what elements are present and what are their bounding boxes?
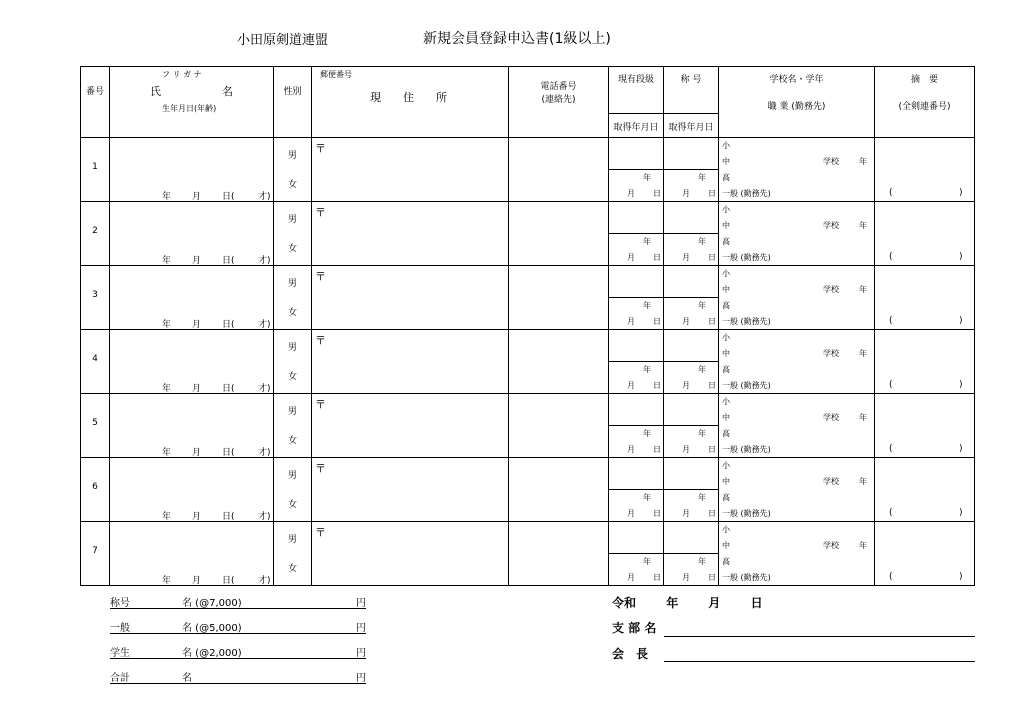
rank-cell[interactable] — [609, 330, 664, 362]
title-cell[interactable] — [664, 522, 719, 554]
fee-row[interactable] — [110, 619, 366, 634]
sex-cell[interactable]: 男 女 — [274, 330, 312, 394]
fee-label: 称号 — [110, 598, 130, 609]
name-cell[interactable]: 年 月 日( 才) — [110, 522, 274, 586]
fee-desc: 名 — [182, 673, 192, 684]
school-cell[interactable]: 小 中 高 一般 (勤務先) 学校 年 — [719, 394, 875, 458]
phone-cell[interactable] — [509, 202, 609, 266]
row-number: 4 — [81, 330, 110, 394]
header-summary: 摘 要 (全剣連番号) — [875, 67, 975, 138]
address-cell[interactable]: 〒 — [312, 458, 509, 522]
fee-desc: 名 (@5,000) — [182, 623, 242, 634]
header-address: 郵便番号 現 住 所 — [312, 67, 509, 138]
address-cell[interactable]: 〒 — [312, 394, 509, 458]
name-cell[interactable]: 年 月 日( 才) — [110, 330, 274, 394]
fee-unit: 円 — [356, 623, 366, 634]
row-number: 6 — [81, 458, 110, 522]
rank-cell[interactable] — [609, 458, 664, 490]
school-cell[interactable]: 小 中 高 一般 (勤務先) 学校 年 — [719, 522, 875, 586]
fee-row[interactable] — [110, 594, 366, 609]
fee-unit: 円 — [356, 598, 366, 609]
chief-label: 会 長 — [612, 647, 649, 661]
title-date-cell[interactable]: 年 月 日 — [664, 490, 719, 522]
summary-cell[interactable]: ( ) — [875, 202, 975, 266]
school-cell[interactable]: 小 中 高 一般 (勤務先) 学校 年 — [719, 266, 875, 330]
fee-unit: 円 — [356, 648, 366, 659]
rank-cell[interactable] — [609, 394, 664, 426]
rank-date-cell[interactable]: 年 月 日 — [609, 362, 664, 394]
address-cell[interactable]: 〒 — [312, 522, 509, 586]
row-number: 1 — [81, 138, 110, 202]
title-cell[interactable] — [664, 394, 719, 426]
rank-cell[interactable] — [609, 266, 664, 298]
title-date-cell[interactable]: 年 月 日 — [664, 234, 719, 266]
fee-label: 学生 — [110, 648, 130, 659]
row-number: 5 — [81, 394, 110, 458]
title-cell[interactable] — [664, 330, 719, 362]
rank-date-cell[interactable]: 年 月 日 — [609, 298, 664, 330]
fee-desc: 名 (@7,000) — [182, 598, 242, 609]
title-cell[interactable] — [664, 138, 719, 170]
phone-cell[interactable] — [509, 458, 609, 522]
header-rank: 現有段級 — [609, 67, 664, 114]
header-phone: 電話番号 (連絡先) — [509, 67, 609, 138]
name-cell[interactable]: 年 月 日( 才) — [110, 394, 274, 458]
title-date-cell[interactable]: 年 月 日 — [664, 554, 719, 586]
school-cell[interactable]: 小 中 高 一般 (勤務先) 学校 年 — [719, 330, 875, 394]
school-cell[interactable]: 小 中 高 一般 (勤務先) 学校 年 — [719, 202, 875, 266]
header-school: 学校名・学年 職 業 (勤務先) — [719, 67, 875, 138]
header-title: 称 号 — [664, 67, 719, 114]
sex-cell[interactable]: 男 女 — [274, 522, 312, 586]
rank-cell[interactable] — [609, 522, 664, 554]
row-number: 7 — [81, 522, 110, 586]
title-date-cell[interactable]: 年 月 日 — [664, 426, 719, 458]
header-name: フ リ ガ ナ 氏 名 生年月日(年齢) — [110, 67, 274, 138]
title-date-cell[interactable]: 年 月 日 — [664, 170, 719, 202]
summary-cell[interactable]: ( ) — [875, 394, 975, 458]
address-cell[interactable]: 〒 — [312, 202, 509, 266]
address-cell[interactable]: 〒 — [312, 330, 509, 394]
title-cell[interactable] — [664, 202, 719, 234]
phone-cell[interactable] — [509, 394, 609, 458]
row-number: 2 — [81, 202, 110, 266]
rank-date-cell[interactable]: 年 月 日 — [609, 554, 664, 586]
name-cell[interactable]: 年 月 日( 才) — [110, 202, 274, 266]
name-cell[interactable]: 年 月 日( 才) — [110, 266, 274, 330]
summary-cell[interactable]: ( ) — [875, 330, 975, 394]
title-date-cell[interactable]: 年 月 日 — [664, 298, 719, 330]
title-cell[interactable] — [664, 458, 719, 490]
rank-date-cell[interactable]: 年 月 日 — [609, 490, 664, 522]
title-cell[interactable] — [664, 266, 719, 298]
sex-cell[interactable]: 男 女 — [274, 202, 312, 266]
fee-row[interactable] — [110, 644, 366, 659]
phone-cell[interactable] — [509, 138, 609, 202]
rank-date-cell[interactable]: 年 月 日 — [609, 234, 664, 266]
sex-cell[interactable]: 男 女 — [274, 394, 312, 458]
header-number: 番号 — [81, 67, 110, 138]
school-cell[interactable]: 小 中 高 一般 (勤務先) 学校 年 — [719, 458, 875, 522]
chief-field[interactable] — [664, 661, 975, 662]
phone-cell[interactable] — [509, 266, 609, 330]
header-title-date: 取得年月日 — [664, 114, 719, 138]
rank-date-cell[interactable]: 年 月 日 — [609, 170, 664, 202]
fee-row[interactable] — [110, 669, 366, 684]
rank-cell[interactable] — [609, 138, 664, 170]
sex-cell[interactable]: 男 女 — [274, 266, 312, 330]
title-date-cell[interactable]: 年 月 日 — [664, 362, 719, 394]
phone-cell[interactable] — [509, 522, 609, 586]
branch-field[interactable] — [664, 636, 975, 637]
form-title: 新規会員登録申込書(1級以上) — [423, 31, 611, 47]
phone-cell[interactable] — [509, 330, 609, 394]
fee-unit: 円 — [356, 673, 366, 684]
fee-label: 合計 — [110, 673, 130, 684]
date-line: 令和 年 月 日 — [612, 596, 763, 610]
summary-cell[interactable]: ( ) — [875, 458, 975, 522]
row-number: 3 — [81, 266, 110, 330]
address-cell[interactable]: 〒 — [312, 266, 509, 330]
sex-cell[interactable]: 男 女 — [274, 458, 312, 522]
name-cell[interactable]: 年 月 日( 才) — [110, 458, 274, 522]
header-rank-date: 取得年月日 — [609, 114, 664, 138]
school-cell[interactable]: 小 中 高 一般 (勤務先) 学校 年 — [719, 138, 875, 202]
name-cell[interactable]: 年 月 日( 才) — [110, 138, 274, 202]
fee-label: 一般 — [110, 623, 130, 634]
summary-cell[interactable]: ( ) — [875, 266, 975, 330]
summary-cell[interactable]: ( ) — [875, 138, 975, 202]
registration-table — [80, 66, 975, 586]
branch-label: 支 部 名 — [612, 621, 657, 635]
rank-date-cell[interactable]: 年 月 日 — [609, 426, 664, 458]
rank-cell[interactable] — [609, 202, 664, 234]
sex-cell[interactable]: 男 女 — [274, 138, 312, 202]
address-cell[interactable]: 〒 — [312, 138, 509, 202]
summary-cell[interactable]: ( ) — [875, 522, 975, 586]
header-sex: 性別 — [274, 67, 312, 138]
fee-desc: 名 (@2,000) — [182, 648, 242, 659]
organization-name: 小田原剣道連盟 — [237, 33, 329, 48]
